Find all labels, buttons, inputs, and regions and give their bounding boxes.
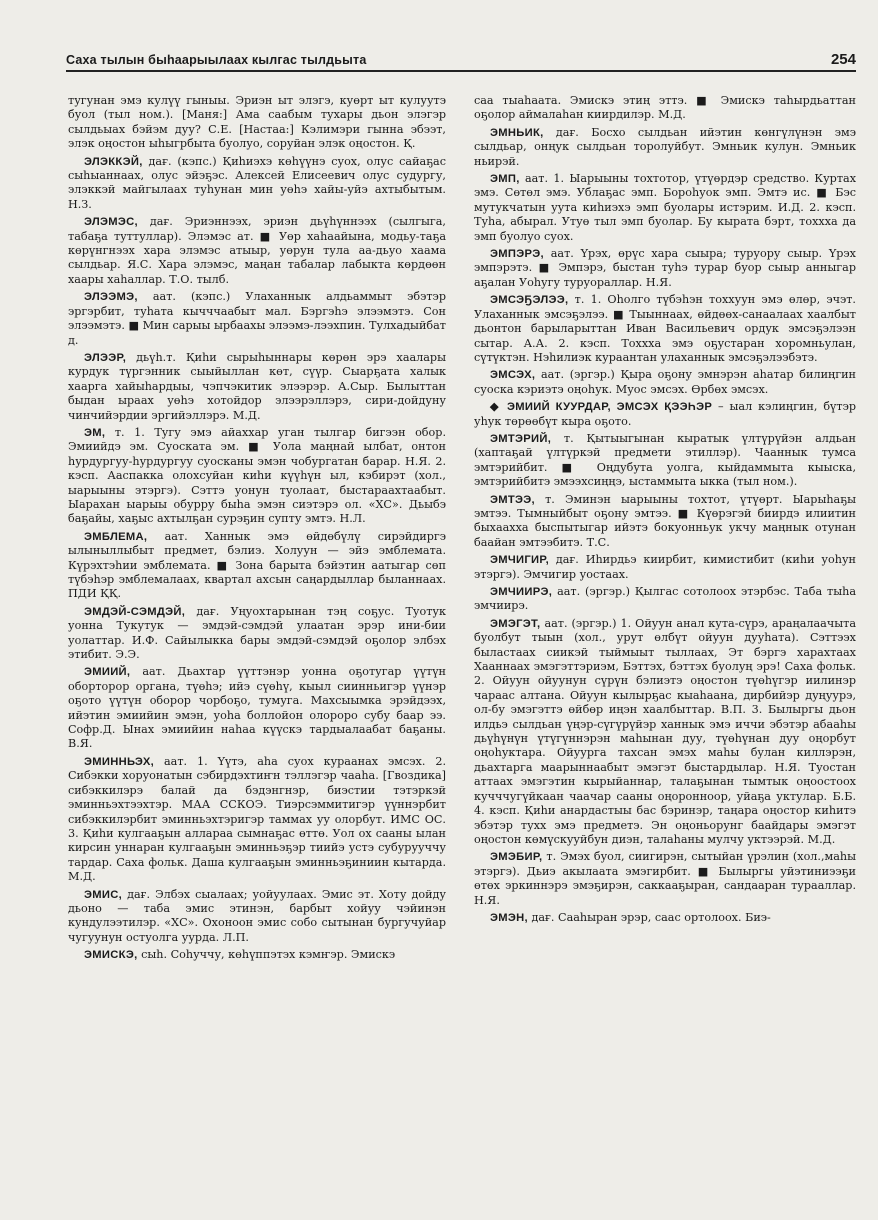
dictionary-entry [68, 530, 446, 602]
dictionary-entry [474, 617, 856, 848]
running-title: Саха тылын быһаарыылаах кылгас тылдьыта [66, 53, 367, 67]
dictionary-entry [68, 755, 446, 885]
headword: ЭЛЭМЭС, [84, 216, 138, 229]
headword: ЭМТЭРИЙ, [490, 432, 552, 445]
headword: ЭМДЭЙ-СЭМДЭЙ, [84, 605, 186, 618]
left-column [68, 94, 446, 966]
dictionary-entry [68, 426, 446, 527]
headword: ЭМЧИИРЭ, [490, 586, 553, 598]
headword: ЭМПЭРЭ, [490, 248, 544, 261]
headword: ЭМИС, [84, 888, 123, 901]
headword: ЭМСЭХ, [490, 369, 536, 382]
dictionary-entry [474, 553, 856, 582]
headword: ЭЛЭККЭЙ, [84, 155, 143, 168]
definition-text: саа тыаһаата. Эмискэ этиң эттэ. ■ Эмискэ таһырдьаттан оҕолор аймалаһан киирдилэр. М.Д. [474, 94, 856, 122]
dictionary-entry [474, 400, 856, 429]
headword: ЭМИННЬЭХ, [84, 755, 155, 768]
definition-text: – ыал кэлиңгин, бүтэр уһук төрөөбүт кыра оҕото. [474, 400, 856, 428]
definition-text: тугунан эмэ кулүү гыныы. Эриэн ыт элэгэ, куөрт ыт кулуутэ буол (тыл ном.). [Маня:] Ама саабым тухары дьон элэгэр сылдьыах бэйэм дуу? С.Е. [Настаа:] Кэлимэри гынна эбээт, элэк оңостон ыһыгрбыта буолуо, соруйан элэк оңостон. Қ. [68, 94, 446, 151]
dictionary-entry [474, 585, 856, 614]
headword: ЭМТЭЭ, [490, 493, 535, 506]
definition-text: дағ. Босхо сылдьан ийэтин көнгүлүнэн эмэ сылдьар, онңук сылдьан торолуйбут. Эмньик кулун. Эмньик ньирэй. [474, 125, 856, 168]
headword: ЭМИСКЭ, [84, 949, 138, 962]
dictionary-entry [68, 948, 446, 962]
headword: ЭМИИЙ, [84, 666, 131, 679]
definition-text: т. Эмэх буол, сиигирэн, сытыйан үрэлин (хол.,маһы этэргэ). Дьиэ акылаата эмэгирбит. ■ Былыргы уйэтиниээҕи өтөх эркиннэрэ эмэҕирэн, саккааҕыран, сандааран турааллар. Н.Я. [474, 850, 857, 907]
page-number: 254 [830, 51, 856, 68]
definition-text: аат. 1. Үүтэ, аһа суох кураанах эмсэх. 2. Сибэкки хоруонатын сэбирдэхтиҥн тэллэгэр чааһа. [Гвоздика] сибэккилэрэ балай да бэдэнгнэр, биэстии тэтэркэй эминньэхтээхтэр. МАА ССКОЭ. Тиэрсэммитигэр үүннэрбит сибэккилэрбит эминньэхтэригэр таммах уу олорбут. ИМС ОС. 3. Қиһи кулгааҕын аллараа сымнаҕас өттө. Уол ох сааны ылан кирсин уннаран кулгааҕын эминньэҕэр тиийэ устэ субурууччу тардар. Саха фольк. Даша кулгааҕын эминньэҕиниин кытарда. М.Д. [68, 754, 446, 884]
headword: ЭЛЭЭР, [84, 351, 127, 364]
right-column [474, 94, 856, 928]
dictionary-entry [474, 172, 856, 244]
definition-text: аат. (эргэр.) Қылгас сотолоох этэрбэс. Таба тыһа эмчиирэ. [474, 585, 856, 613]
dictionary-entry [68, 665, 446, 751]
headword: ЭМ, [84, 426, 106, 439]
dictionary-entry [68, 605, 446, 663]
dictionary-entry [68, 351, 446, 423]
headword: ЭМСЭҔЭЛЭЭ, [490, 294, 569, 307]
definition-text: дағ. Иһирдьэ киирбит, кимистибит (киһи уоһун этэргэ). Эмчигир уостаах. [474, 553, 856, 581]
definition-text: дағ. Элбэх сыалаах; уойуулаах. Эмис эт. Хоту дойду дьоно — таба эмис этинэн, барбыт хойуу чэйинэн кундулээтилэр. «ХС». Охоноон эмис собо сытынан бургучуйар чугуунун остуолга уурда. Л.П. [68, 887, 446, 944]
dictionary-entry [474, 368, 856, 397]
definition-text: т. Эминэн ыарыыны тохтот, үтүөрт. Ыарыһаҕы эмтээ. Тымныйбыт оҕону эмтээ. ■ Күөрэгэй биирдэ илиитин быхаахха быспытыгар ийэтэ бокуонньук укчу маңнык отунан баайан эмтээбитэ. Т.С. [474, 492, 856, 549]
dictionary-entry [474, 94, 856, 123]
dictionary-entry [474, 432, 856, 490]
headword: ЭМЭБИР, [490, 851, 543, 864]
dictionary-entry [474, 911, 856, 925]
page-header [66, 48, 856, 72]
dictionary-entry [474, 247, 856, 290]
dictionary-entry [474, 126, 856, 169]
definition-text: аат. 1. Ыарыыны тохтотор, үтүөрдэр средство. Куртах эмэ. Сөтөл эмэ. Ублаҕас эмп. Бороһуок эмп. Эмтэ ис. ■ Бэс мутукчатын уута киһиэхэ эмп буолары истэрим. И.Д. 2. кэсп. Туһа, абырал. Утуө тыл эмп буолар. Бу кырата бэрт, тоххха да эмп буолуо суох. [474, 172, 857, 243]
headword: ЭМБЛЕМА, [84, 530, 148, 543]
definition-text: дағ. Уңуохтарынан тэң соҕус. Туотук уонна Тукутук — эмдэй-сэмдэй улаатан эрэр ини-бии уолаттар. И.Ф. Сайылыкка бары эмдэй-сэмдэй оҕолор элбэх этибит. Э.Э. [68, 604, 446, 662]
headword: ЭЛЭЭМЭ, [84, 291, 138, 304]
dictionary-entry [68, 215, 446, 287]
headword: ЭМЧИГИР, [490, 554, 549, 567]
definition-text: т. Қытыыгынан кыратык үлтүрүйэн алдьан (хаптаҕай үлтүркэй предмети этиллэр). Чааннык тумса эмтэрийбит. ■ Оңдубута уолга, кыйдаммыта кыыска, эмтэрийбитэ эмээхсиңңэ, ыстаммыта ыкка (тыл ном.). [474, 431, 857, 489]
definition-text: аат. (эргэр.) 1. Ойуун анал кута-сүрэ, араңалаачыта буолбут тыын (хол., урут өлбүт ойуун дууһата). Сэттээх быластаах сиикэй тыймыыт тыллаах, Эт бэргэ харахтаах Хааннаах эмэгэттэриэм, Бэттэх, бэттэх буолуң эрэ! Саха фольк. 2. Ойуун ойуунун сүрүн бэлиэтэ оңостон түөһүгэр иилинэр чараас алтана. Ойуун кылырҕас кыаһаана, дирбийэр дуңуурэ, ол-бу эмэгэттэ өйбөр иңэн хаалбыттар. В.П. 3. Былыргы дьон илдьэ сылдьан үңэр-сүгүрүйэр ханнык эмэ иччи эбэтэр абааһы дьүһүнүн үтүгүннэрэн маһынан дуу, түөһүнан дуу оңорбут оңоһуктара. Ойуурга тахсан эмэх маһы булан киллэрэн, дьахтарга маарыннаабыт эмэгэт быстардылар. Н.Я. Туостан аттаах эмэгэтин кырыйаннар, талаҕынан тымтык оңоостоох кучччугүйкаан чаачар сааны оңоронноор, уйаҕа уктулар. Б.Б. 4. кэсп. Қиһи анардастыы бас бэринэр, таңара оңостор киһитэ эбэтэр тухх эмэ предметэ. Эн оңоньорунг баайдары эмэгэт оңостон көмүскууйбун диэн, талаһаны мулчу уктээрэй. М.Д. [474, 616, 856, 846]
dictionary-entry [474, 850, 856, 908]
definition-text: аат. Ханнык эмэ өйдөбүлү сирэйдиргэ ылыныллыбыт предмет, бэлиэ. Холуун — эйэ эмблемата. Күрэхтэһии эмблемата. ■ Зона барыта бэйэтин аатыгар сөп түбэһэр эмблемалаах, квартал ахсын саңардыллар быланнаах. ПДИ ҚҚ. [68, 529, 447, 601]
definition-text: сыһ. Соһуччу, көһүппэтэх кэмҥэр. Эмискэ [141, 948, 396, 962]
headword: ЭМП, [490, 173, 520, 186]
definition-text: аат. Дьахтар үүттэнэр уонна оҕотугар үүтүн оборторор органа, түөһэ; ийэ сүөһү, кыыл сиинньигэр үүнэр оҕото үүтүн оборор чорбоҕо, тумуга. Махсыымка эрэйдээх, ийэтин эмиийин эмэн, уоһа боллойон олороро субу баар ээ. Софр.Д. Ынах эмиийин наһаа күүскэ тардыалаабат баҕаны. В.Я. [68, 665, 447, 751]
definition-text: т. 1. Оһолго түбэһэн тоххуун эмэ өлөр, эчэт. Улаханнык эмсэҕэлээ. ■ Тыыннаах, өйдөөх-санаалаах хаалбыт дьонтон барыларыттан Иван Васильевич ордук эмсэҕэлээн сытар. А.А. 2. кэсп. Тоххха эмэ оҕустаран хоромньулан, сүтүктэн. Нэһилиэк кураантан улаханнык эмсэҕэлээбэтэ. [474, 293, 856, 364]
headword: ЭМЭН, [490, 911, 528, 924]
definition-text: дьүһ.т. Қиһи сырыһыннары көрөн эрэ хаалары курдук түргэнник сыыйыллан көт, сүүр. Сыарҕата халык хаарга хайыһардыы, чэпчэкитик элээрэр. А.Сыр. Былыттан быдан ыраах уөһэ хотойдор элээрэллэрэ, сири-дойдуну чинчийэрдии эргийэллэрэ. М.Д. [68, 350, 447, 422]
headword: ЭМНЬИК, [490, 126, 544, 139]
dictionary-entry [474, 493, 856, 551]
definition-text: аат. (эргэр.) Қыра оҕону эмнэрэн аһатар билиңгин суоска кэриэтэ оңоһук. Муос эмсэх. Өрбөх эмсэх. [474, 368, 856, 396]
definition-text: аат. Үрэх, өрүс хара сыыра; туруору сыыр. Үрэх эмпэрэтэ. ■ Эмпэрэ, быстан туһэ турар буор сыыр анныгар аҕалан Уоһугу туруораллар. Н.Я. [474, 247, 856, 289]
headword: ◆ ЭМИИЙ КУУРДАР, ЭМСЭХ ҚЭЭҺЭР [490, 401, 713, 414]
dictionary-entry [68, 888, 446, 946]
dictionary-entry [474, 293, 856, 365]
dictionary-entry [68, 290, 446, 348]
headword: ЭМЭГЭТ, [490, 617, 541, 630]
dictionary-entry [68, 94, 446, 152]
dictionary-entry [68, 155, 446, 213]
definition-text: т. 1. Тугу эмэ айаххар уган тылгар бигээн обор. Эмиийдэ эм. Суоската эм. ■ Уола маңнай ылбат, онтон һурдургуу-һурдургуу суосканы эмэн чобургатан барар. Н.Я. 2. кэсп. Аaспакка олохсуйан киһи күүһүн ыл, кэбирэт (хол., ыарыыны этэргэ). Сэттэ уонун туолаат, быстараахтаабыт. Ыарахан ыарыы обурру быһа эмэн сиэтэрэ ол. «ХС». Дьыбэ баҕайы, хаҕыс ахтылҕан сурэҕин супту эмтэ. Н.Л. [68, 425, 446, 526]
definition-text: дағ. (кэпс.) Қиһиэхэ көһүүнэ суох, олус сайаҕас сыһыаннаах, олус эйэҕэс. Алексей Елисеевич олус судургу, элэккэй майгылаах туһунан мин уөһэ хайы-уйэ ахтыбытым. Н.З. [68, 154, 446, 211]
definition-text: дағ. Эриэннээх, эриэн дьүһүннээх (сылгыга, табаҕа туттуллар). Элэмэс ат. ■ Уөр хаһаайына, модьу-таҕа көрүнгнээх хара элэмэс атыыр, уөрун тула аа-дьуо хаама сылдьар. Я.С. Хара элэмэс, маңан табалар лабыкта көрдөөн хаары хаһаллар. Т.О. тылб. [68, 215, 446, 286]
definition-text: дағ. Сааһыран эрэр, саас ортолоох. Биэ- [531, 910, 771, 924]
definition-text: аат. (кэпс.) Улаханнык алдьаммыт эбэтэр эргэрбит, туһата кычччаабыт мал. Бэргэһэ элээмэтэ. Сон элээмэтэ. ■ Мин сарыы ырбаахы элээмэ-лээхпин. Тулхадыйбат д. [68, 290, 446, 347]
